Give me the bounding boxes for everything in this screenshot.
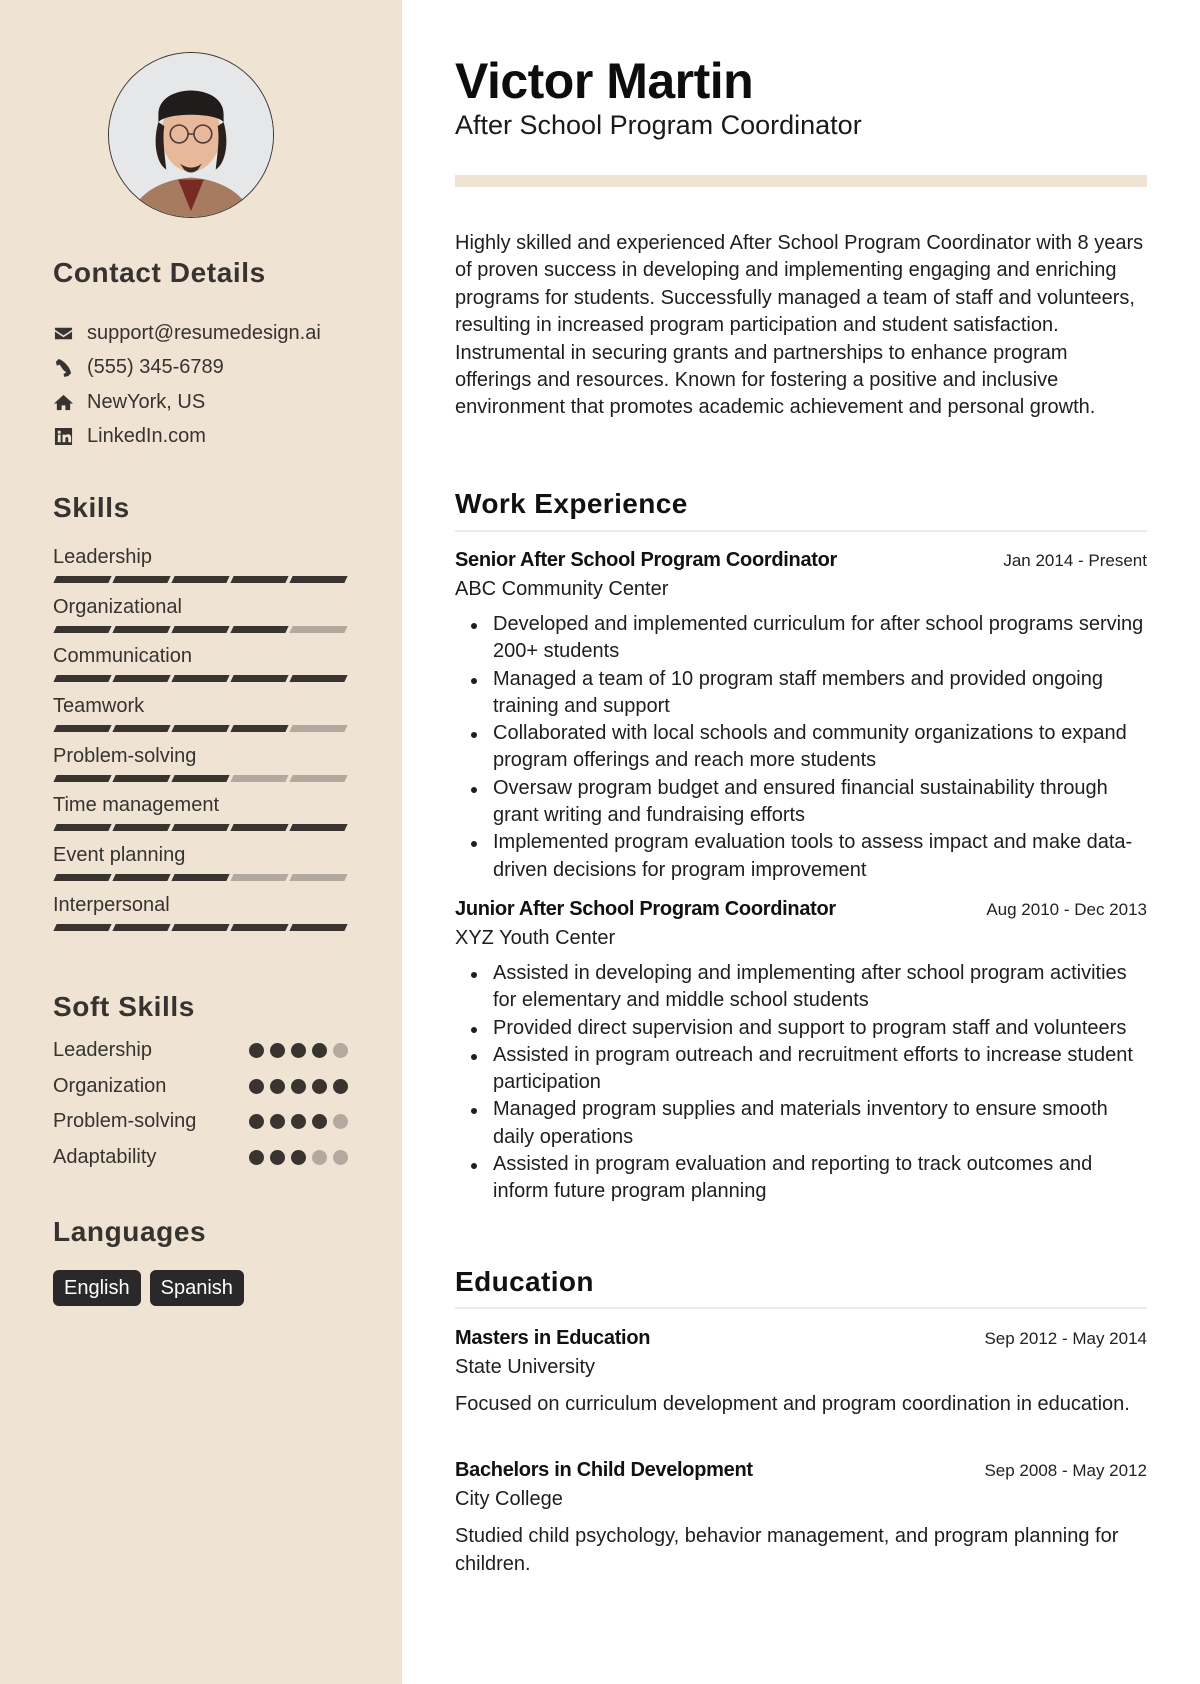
skill-level-segment: [230, 675, 288, 682]
education-entry: [455, 1459, 1147, 1578]
soft-skill-item: [53, 1140, 353, 1176]
job-bullets: [455, 960, 1147, 1206]
skill-level-segment: [171, 725, 229, 732]
degree-title: Masters in Education: [455, 1327, 651, 1349]
contact-phone-text: (555) 345-6789: [87, 356, 224, 379]
skill-level-segment: [230, 924, 288, 931]
skill-label: Interpersonal: [53, 893, 170, 916]
skill-level-segment: [53, 824, 111, 831]
bullet-item: Collaborated with local schools and community organizations to expand program offerings and reach more students: [471, 720, 1147, 775]
job-date: Aug 2010 - Dec 2013: [986, 900, 1147, 919]
candidate-name: Victor Martin: [455, 53, 754, 109]
home-icon: [53, 392, 73, 412]
skill-level-segment: [289, 576, 347, 583]
bullet-item: Managed a team of 10 program staff members and provided ongoing training and support: [471, 666, 1147, 721]
rating-dot-icon: [312, 1150, 327, 1165]
skill-level-segment: [171, 874, 229, 881]
soft-skill-item: [53, 1069, 353, 1105]
skill-level-segment: [289, 626, 347, 633]
contact-list: [53, 316, 321, 454]
bullet-item: Developed and implemented curriculum for after school programs serving 200+ students: [471, 611, 1147, 666]
skill-level-segment: [230, 824, 288, 831]
contact-phone[interactable]: [53, 351, 321, 386]
main-content: [455, 0, 1147, 1684]
skill-level-segment: [230, 576, 288, 583]
person-photo-icon: [109, 53, 273, 217]
skill-item: [53, 743, 353, 793]
soft-skill-rating: [249, 1043, 348, 1058]
skill-level-segment: [53, 874, 111, 881]
education-description: Studied child psychology, behavior management, and program planning for children.: [455, 1525, 1119, 1575]
rating-dot-icon: [291, 1043, 306, 1058]
soft-skill-label: Organization: [53, 1074, 167, 1097]
skill-level-bar: [53, 725, 353, 732]
work-experience-heading: Work Experience: [455, 488, 688, 519]
candidate-title: After School Program Coordinator: [455, 110, 862, 140]
skill-level-bar: [53, 675, 353, 682]
skill-level-segment: [53, 924, 111, 931]
skill-level-segment: [53, 675, 111, 682]
rating-dot-icon: [291, 1150, 306, 1165]
skill-level-segment: [112, 576, 170, 583]
job-title: Junior After School Program Coordinator: [455, 898, 836, 920]
skill-level-segment: [53, 576, 111, 583]
soft-skill-item: [53, 1104, 353, 1140]
skill-item: [53, 643, 353, 693]
job-date: Jan 2014 - Present: [1003, 551, 1147, 570]
skill-level-segment: [171, 576, 229, 583]
rating-dot-icon: [333, 1043, 348, 1058]
skills-heading: Skills: [53, 492, 130, 523]
skill-level-segment: [171, 775, 229, 782]
bullet-item: Provided direct supervision and support to program staff and volunteers: [471, 1015, 1147, 1042]
contact-heading: Contact Details: [53, 257, 266, 288]
skill-level-bar: [53, 576, 353, 583]
soft-skill-label: Problem-solving: [53, 1110, 197, 1133]
skill-level-segment: [112, 626, 170, 633]
skill-level-segment: [53, 626, 111, 633]
school-name: City College: [455, 1488, 563, 1510]
skill-level-segment: [112, 725, 170, 732]
languages-heading: Languages: [53, 1216, 207, 1247]
rating-dot-icon: [333, 1114, 348, 1129]
skills-list: [53, 544, 353, 942]
skill-label: Leadership: [53, 546, 152, 568]
soft-skill-label: Leadership: [53, 1039, 152, 1062]
education-description: Focused on curriculum development and program coordination in education.: [455, 1393, 1130, 1415]
skill-item: [53, 792, 353, 842]
skill-level-segment: [230, 775, 288, 782]
rating-dot-icon: [270, 1150, 285, 1165]
skill-label: Communication: [53, 645, 192, 668]
soft-skill-rating: [249, 1079, 348, 1094]
job-organization: XYZ Youth Center: [455, 927, 616, 949]
contact-location-text: NewYork, US: [87, 390, 206, 413]
bullet-item: Assisted in program evaluation and reporting to track outcomes and inform future program planning: [471, 1151, 1147, 1206]
bullet-item: Oversaw program budget and ensured financial sustainability through grant writing and fundraising efforts: [471, 775, 1147, 830]
skill-level-segment: [289, 824, 347, 831]
language-badge: Spanish: [150, 1270, 244, 1306]
skill-level-segment: [230, 725, 288, 732]
skill-level-bar: [53, 775, 353, 782]
rating-dot-icon: [312, 1114, 327, 1129]
skill-level-segment: [112, 675, 170, 682]
sidebar: [0, 0, 402, 1684]
skill-level-segment: [230, 626, 288, 633]
skill-level-segment: [289, 775, 347, 782]
school-name: State University: [455, 1356, 596, 1378]
skill-level-segment: [230, 874, 288, 881]
contact-location: [53, 385, 321, 420]
bullet-item: Assisted in developing and implementing after school program activities for elementary and middle school students: [471, 960, 1147, 1015]
contact-email[interactable]: [53, 316, 321, 351]
bullet-item: Assisted in program outreach and recruitment efforts to increase student participation: [471, 1042, 1147, 1097]
skill-level-segment: [112, 924, 170, 931]
skill-level-bar: [53, 824, 353, 831]
skill-level-segment: [112, 775, 170, 782]
skill-level-segment: [53, 775, 111, 782]
section-divider: [455, 530, 1147, 532]
rating-dot-icon: [270, 1043, 285, 1058]
rating-dot-icon: [270, 1114, 285, 1129]
education-date: Sep 2012 - May 2014: [984, 1329, 1147, 1348]
skill-item: [53, 693, 353, 743]
skill-label: Organizational: [53, 595, 182, 618]
skill-label: Event planning: [53, 844, 186, 867]
skill-level-bar: [53, 924, 353, 931]
rating-dot-icon: [291, 1114, 306, 1129]
envelope-icon: [53, 323, 73, 343]
skill-level-segment: [289, 874, 347, 881]
linkedin-icon: [53, 427, 73, 447]
skill-level-segment: [112, 874, 170, 881]
contact-linkedin[interactable]: [53, 420, 321, 455]
skill-level-segment: [289, 725, 347, 732]
skill-item: [53, 594, 353, 644]
rating-dot-icon: [312, 1079, 327, 1094]
job-entry: [455, 898, 1147, 1206]
education-heading: Education: [455, 1266, 594, 1297]
languages-list: [53, 1270, 244, 1306]
skill-label: Teamwork: [53, 695, 145, 718]
job-title: Senior After School Program Coordinator: [455, 549, 838, 571]
skill-level-segment: [112, 824, 170, 831]
rating-dot-icon: [333, 1150, 348, 1165]
section-divider: [455, 1307, 1147, 1309]
skill-item: [53, 892, 353, 942]
rating-dot-icon: [249, 1043, 264, 1058]
soft-skill-item: [53, 1033, 353, 1069]
soft-skill-rating: [249, 1114, 348, 1129]
skill-item: [53, 842, 353, 892]
skill-level-segment: [289, 675, 347, 682]
skill-level-segment: [171, 626, 229, 633]
rating-dot-icon: [249, 1114, 264, 1129]
language-badge: English: [53, 1270, 141, 1306]
skill-label: Time management: [53, 794, 219, 817]
contact-email-text: support@resumedesign.ai: [87, 321, 321, 344]
soft-skills-heading: Soft Skills: [53, 991, 195, 1022]
rating-dot-icon: [249, 1079, 264, 1094]
soft-skill-label: Adaptability: [53, 1145, 157, 1168]
degree-title: Bachelors in Child Development: [455, 1459, 753, 1481]
rating-dot-icon: [333, 1079, 348, 1094]
bullet-item: Implemented program evaluation tools to assess impact and make data-driven decisions for program improvement: [471, 829, 1147, 884]
education-entry: [455, 1327, 1147, 1419]
rating-dot-icon: [270, 1079, 285, 1094]
phone-icon: [53, 358, 73, 378]
education-date: Sep 2008 - May 2012: [984, 1461, 1147, 1480]
skill-level-bar: [53, 874, 353, 881]
skill-item: [53, 544, 353, 594]
header-divider: [455, 175, 1147, 187]
summary: Highly skilled and experienced After School Program Coordinator with 8 years of proven success in developing and implementing engaging and enriching programs for students. Successfully managed a team of staff and volunteers, resulting in increased program participation and student satisfaction. Instrumental in securing grants and partnerships to enhance program offerings and resources. Known for fostering a positive and inclusive environment that promotes academic achievement and personal growth.: [455, 232, 1144, 419]
job-entry: [455, 549, 1147, 884]
soft-skill-rating: [249, 1150, 348, 1165]
skill-level-segment: [171, 924, 229, 931]
soft-skills-list: [53, 1033, 353, 1175]
skill-level-segment: [171, 675, 229, 682]
skill-level-segment: [289, 924, 347, 931]
bullet-item: Managed program supplies and materials inventory to ensure smooth daily operations: [471, 1096, 1147, 1151]
rating-dot-icon: [249, 1150, 264, 1165]
rating-dot-icon: [291, 1079, 306, 1094]
job-organization: ABC Community Center: [455, 578, 669, 600]
rating-dot-icon: [312, 1043, 327, 1058]
profile-photo: [108, 52, 274, 218]
skill-label: Problem-solving: [53, 744, 197, 767]
skill-level-bar: [53, 626, 353, 633]
job-bullets: [455, 611, 1147, 884]
skill-level-segment: [171, 824, 229, 831]
contact-linkedin-text: LinkedIn.com: [87, 425, 206, 448]
skill-level-segment: [53, 725, 111, 732]
